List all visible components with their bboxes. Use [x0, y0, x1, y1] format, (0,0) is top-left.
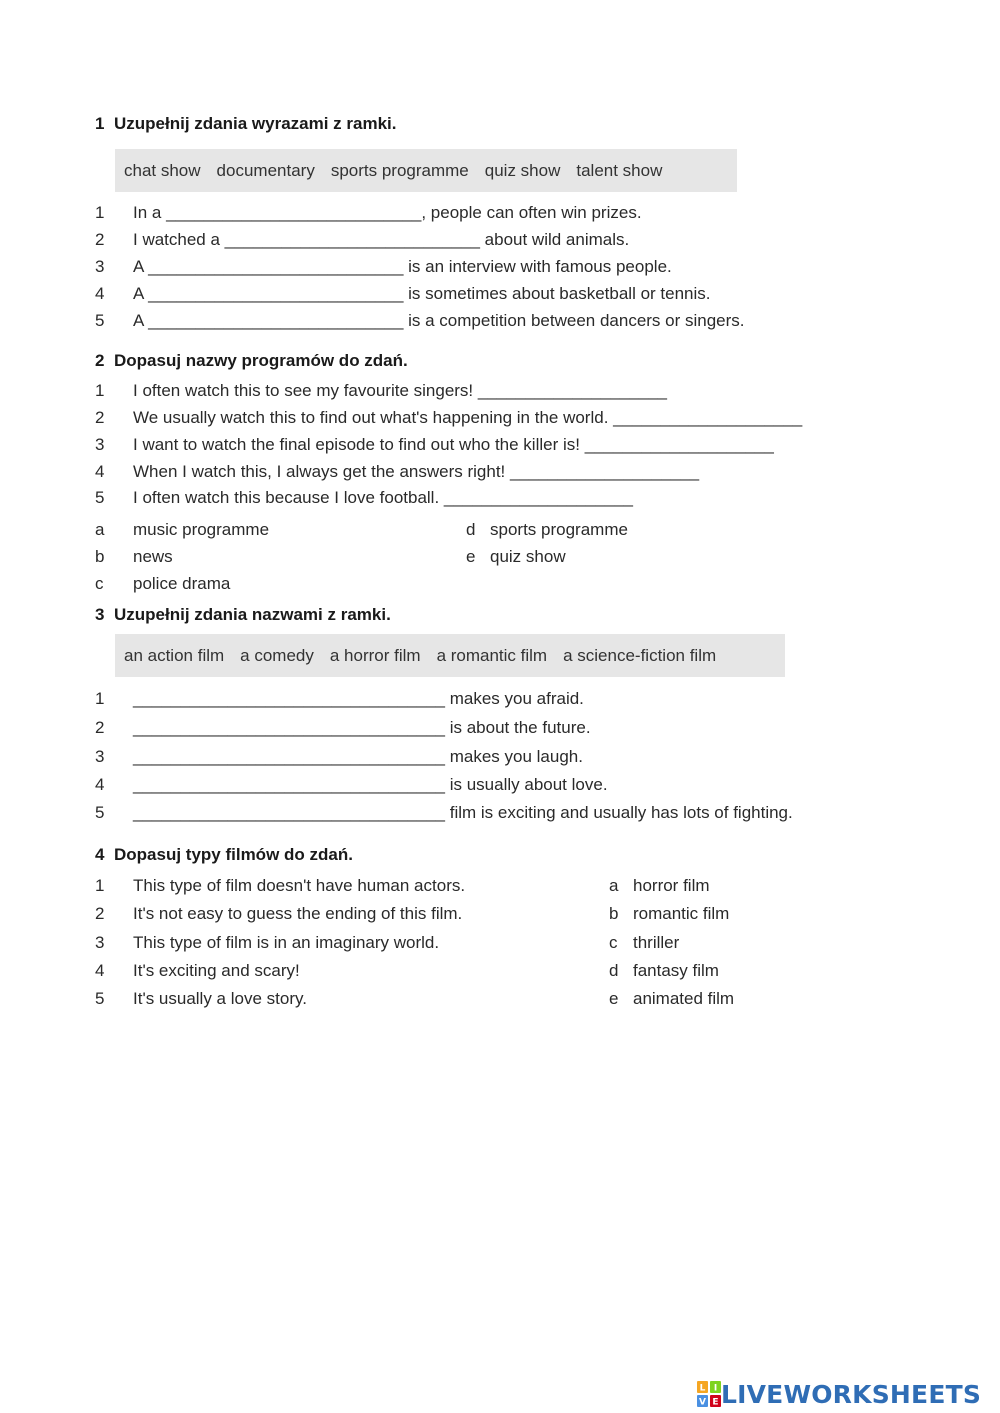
option-text: news — [133, 547, 173, 566]
item-number: 3 — [95, 747, 105, 766]
item-number: 2 — [95, 230, 105, 249]
svg-text:L: L — [699, 1383, 706, 1394]
item-text: I want to watch the final episode to find out who the killer is! ____________________ — [133, 435, 774, 454]
word-box-item: a romantic film — [436, 645, 548, 665]
option-text: music programme — [133, 520, 270, 539]
item-number: 5 — [95, 488, 105, 507]
item-text: We usually watch this to find out what's happening in the world. ____________________ — [133, 408, 803, 427]
section-2-heading — [95, 351, 408, 371]
item-text: This type of film is in an imaginary world. — [133, 933, 440, 952]
option-text: romantic film — [633, 904, 730, 923]
word-box-item: sports programme — [330, 160, 469, 180]
section-title: Dopasuj nazwy programów do zdań. — [114, 351, 408, 370]
option-letter: e — [466, 547, 476, 566]
section-1-heading — [95, 114, 396, 134]
word-box-item: chat show — [124, 160, 201, 180]
section-3-heading — [95, 605, 391, 625]
item-number: 3 — [95, 933, 105, 952]
word-box-item: a science-fiction film — [563, 645, 717, 665]
item-text: A ___________________________ is a competition between dancers or singers. — [133, 311, 745, 330]
option-text: quiz show — [490, 547, 566, 566]
option-letter: b — [609, 904, 619, 923]
svg-text:E: E — [712, 1397, 719, 1407]
item-number: 1 — [95, 689, 105, 708]
item-number: 4 — [95, 284, 105, 303]
svg-text:I: I — [713, 1383, 718, 1394]
logo-text: LIVEWORKSHEETS — [721, 1379, 982, 1409]
option-text: animated film — [633, 989, 735, 1008]
item-number: 2 — [95, 408, 105, 427]
word-box-item: talent show — [576, 160, 663, 180]
item-text: It's not easy to guess the ending of this film. — [133, 904, 463, 923]
option-letter: e — [609, 989, 619, 1008]
item-text: _________________________________ film is exciting and usually has lots of fighting. — [133, 803, 793, 822]
section-number: 2 — [95, 351, 105, 370]
section-title: Uzupełnij zdania wyrazami z ramki. — [114, 114, 397, 133]
item-text: In a ___________________________, people can often win prizes. — [133, 203, 642, 222]
word-box-item: a horror film — [329, 645, 421, 665]
item-number: 4 — [95, 775, 105, 794]
item-number: 4 — [95, 462, 105, 481]
item-number: 2 — [95, 718, 105, 737]
item-number: 3 — [95, 257, 105, 276]
item-text: I often watch this to see my favourite singers! ____________________ — [133, 381, 667, 400]
liveworksheets-logo — [697, 1377, 981, 1411]
option-text: sports programme — [490, 520, 628, 539]
item-text: This type of film doesn't have human actors. — [133, 876, 466, 895]
item-number: 5 — [95, 803, 105, 822]
item-text: When I watch this, I always get the answers right! ____________________ — [133, 462, 700, 481]
word-box-item: documentary — [216, 160, 315, 180]
item-text: _________________________________ is usually about love. — [133, 775, 608, 794]
item-number: 2 — [95, 904, 105, 923]
item-number: 4 — [95, 961, 105, 980]
section-number: 4 — [95, 845, 105, 864]
item-number: 5 — [95, 311, 105, 330]
option-letter: c — [95, 574, 104, 593]
option-text: police drama — [133, 574, 231, 593]
item-text: A ___________________________ is sometimes about basketball or tennis. — [133, 284, 711, 303]
item-number: 5 — [95, 989, 105, 1008]
option-letter: d — [466, 520, 476, 539]
option-letter: b — [95, 547, 105, 566]
logo-mark-icon — [697, 1381, 721, 1407]
option-letter: d — [609, 961, 619, 980]
option-letter: c — [609, 933, 618, 952]
item-number: 1 — [95, 381, 105, 400]
word-box-item: quiz show — [484, 160, 561, 180]
option-letter: a — [95, 520, 105, 539]
section-title: Dopasuj typy filmów do zdań. — [114, 845, 353, 864]
option-text: fantasy film — [633, 961, 719, 980]
word-box — [115, 634, 785, 677]
svg-text:V: V — [699, 1397, 706, 1407]
option-text: thriller — [633, 933, 680, 952]
item-number: 1 — [95, 876, 105, 895]
option-text: horror film — [633, 876, 710, 895]
item-number: 1 — [95, 203, 105, 222]
section-4-heading — [95, 845, 353, 865]
item-text: I often watch this because I love football. ____________________ — [133, 488, 633, 507]
item-text: It's usually a love story. — [133, 989, 307, 1008]
section-title: Uzupełnij zdania nazwami z ramki. — [114, 605, 391, 624]
item-number: 3 — [95, 435, 105, 454]
word-box-item: a comedy — [240, 645, 314, 665]
item-text: _________________________________ is about the future. — [133, 718, 591, 737]
item-text: _________________________________ makes you afraid. — [133, 689, 584, 708]
item-text: I watched a ___________________________ about wild animals. — [133, 230, 630, 249]
item-text: A ___________________________ is an interview with famous people. — [133, 257, 672, 276]
section-number: 1 — [95, 114, 105, 133]
option-letter: a — [609, 876, 619, 895]
word-box — [115, 149, 737, 192]
section-number: 3 — [95, 605, 105, 624]
word-box-item: an action film — [124, 645, 225, 665]
item-text: _________________________________ makes you laugh. — [133, 747, 583, 766]
item-text: It's exciting and scary! — [133, 961, 300, 980]
